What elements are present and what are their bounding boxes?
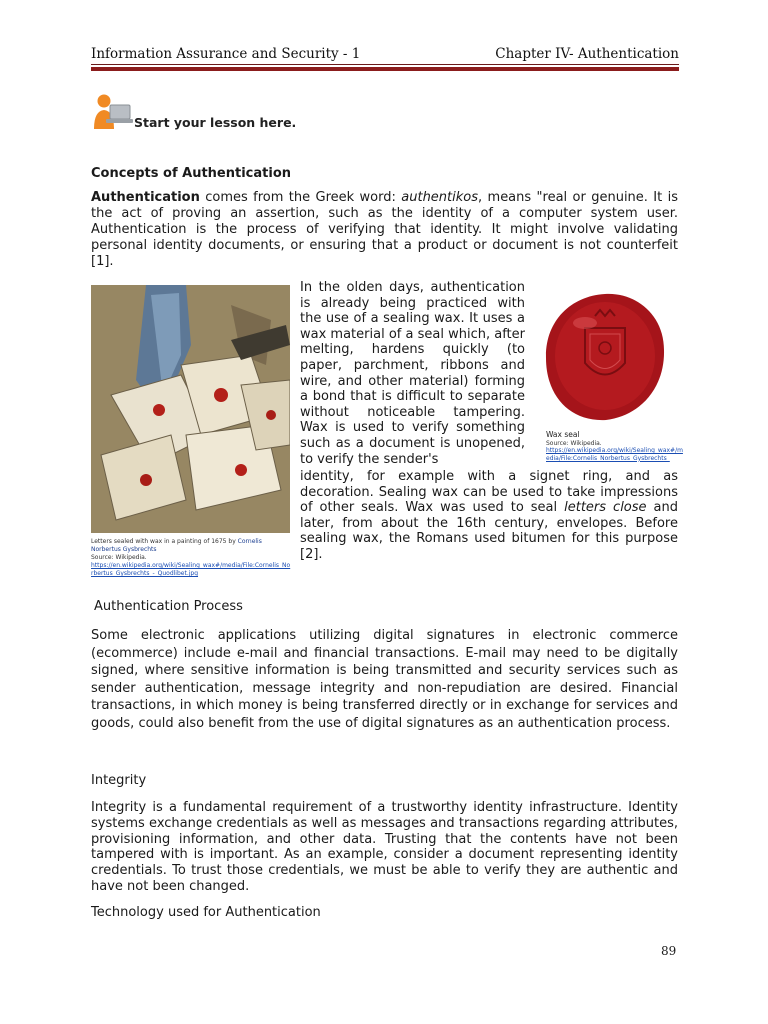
technology-heading: Technology used for Authentication: [91, 905, 321, 920]
integrity-heading: Integrity: [91, 773, 147, 788]
greek-word: authentikos: [401, 190, 479, 205]
wax-text-a: identity, for example with a signet ring, and as decoration. Sealing wax can be used to take impressions of other seals. Wax was used to seal: [300, 469, 678, 516]
painting-source: Source: Wikipedia.: [91, 554, 147, 561]
page-number: 89: [661, 944, 677, 958]
wax-paragraph-part-1: In the olden days, authentication is already being practiced with the use of a sealing wax. It uses a wax material of a seal which, after melting, hardens quickly (to paper, parchment, ribbons and wire, and other material) forming a bond that is difficult to separate without noticeable tampering. Wax is used to verify something such as a document is unopened, to verify the sender's: [300, 280, 525, 467]
intro-text-b: , means "real or genuine. It is the act of proving an assertion, such as the identity of a computer system user. Authentication is the process of verifying that identity. It might involve validating personal identity documents, or ensuring that a product or document is not counterfeit [1].: [91, 190, 678, 269]
intro-text-a: comes from the Greek word:: [199, 190, 402, 205]
concepts-paragraph: [91, 190, 678, 270]
page-header: [91, 46, 679, 64]
header-rule-thin: [91, 64, 679, 65]
wax-seal-title: Wax seal: [546, 430, 580, 439]
integrity-paragraph: Integrity is a fundamental requirement of a trustworthy identity infrastructure. Identity systems exchange credentials as well as messages and transactions regarding attributes, provisioning information, and other data. Trusting that the contents have not been tampered with is important. As an example, consider a document representing identity credentials. To trust those credentials, we must be able to verify they are authentic and have not been changed.: [91, 800, 678, 894]
painting-artist-name: Cornelis Norbertus Gysbrechts: [91, 538, 262, 553]
header-course-title: Information Assurance and Security - 1: [91, 46, 361, 62]
start-lesson-label: Start your lesson here.: [134, 115, 297, 130]
painting-caption-text: Letters sealed with wax in a painting of 1675 by: [91, 538, 238, 545]
letters-close-term: letters close: [564, 500, 647, 516]
wax-paragraph-part-2: [300, 469, 678, 563]
concepts-heading: Concepts of Authentication: [91, 166, 292, 181]
wax-text-b: and later, from about the 16th century, envelopes. Before sealing wax, the Romans used bitumen for this purpose [2].: [300, 500, 678, 562]
header-chapter-title: Chapter IV- Authentication: [495, 46, 679, 62]
painting-source-link[interactable]: https://en.wikipedia.org/wiki/Sealing_wax#/media/File:Cornelis_Norbertus_Gysbrechts_-_Quodlibet.jpg: [91, 562, 291, 577]
wax-seal-source-link[interactable]: https://en.wikipedia.org/wiki/Sealing_wax#/media/File:Cornelis_Norbertus_Gysbrechts_: [546, 447, 683, 462]
start-lesson-banner: [92, 93, 352, 133]
painting-sealed-letters-image: [91, 285, 290, 533]
painting-caption: [91, 538, 291, 578]
header-rule-thick: [91, 67, 679, 71]
wax-seal-image: [540, 288, 670, 428]
process-heading: Authentication Process: [94, 599, 243, 614]
person-at-laptop-icon: [92, 93, 134, 133]
wax-seal-caption: [546, 431, 686, 462]
authentication-term: Authentication: [91, 190, 200, 205]
wax-seal-source: Source: Wikipedia.: [546, 439, 602, 447]
process-paragraph: Some electronic applications utilizing digital signatures in electronic commerce (ecommerce) include e-mail and financial transactions. E-mail may need to be digitally signed, where sensitive information is being transmitted and security services such as sender authentication, message integrity and non-repudiation are desired. Financial transactions, in which money is being transferred directly or in exchange for services and goods, could also benefit from the use of digital signatures as an authentication process.: [91, 628, 678, 731]
